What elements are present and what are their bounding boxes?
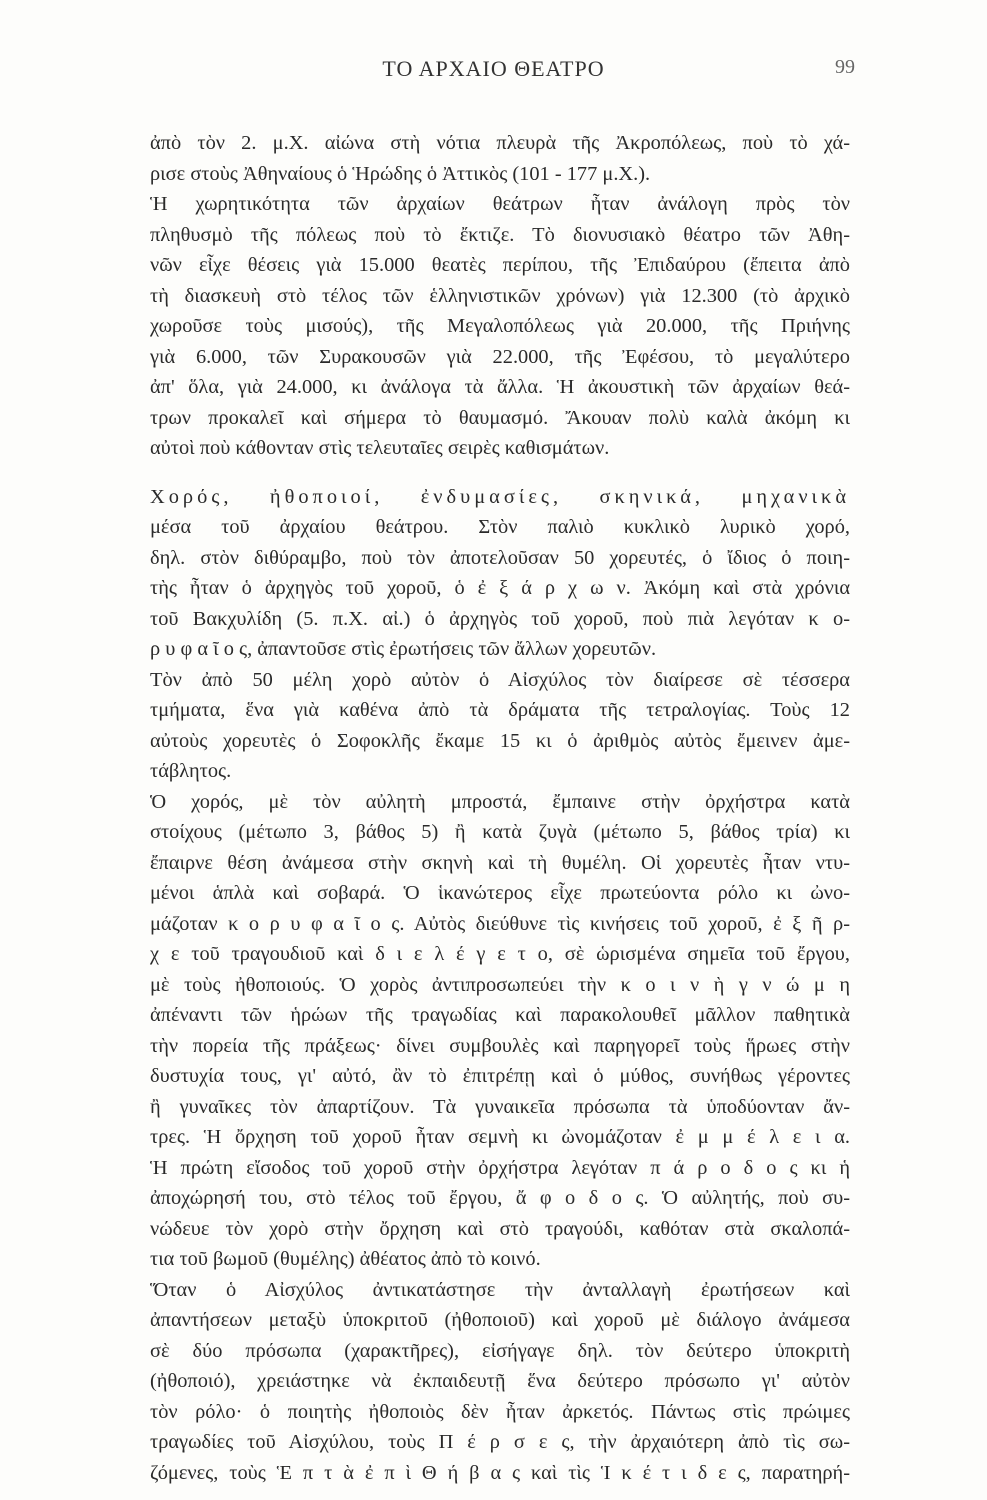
text-line: γιὰ 6.000, τῶν Συρακουσῶν γιὰ 22.000, τῆς Ἐφέσου, τὸ μεγαλύτερο — [150, 345, 850, 368]
text-line: τὴ διασκευὴ στὸ τέλος τῶν ἑλληνιστικῶν χρόνων) γιὰ 12.300 (τὸ ἀρχικὸ — [150, 284, 850, 307]
page-number: 99 — [835, 56, 855, 78]
text-line: ρ υ φ α ῖ ο ς, ἀπαντοῦσε στὶς ἐρωτήσεις τῶν ἄλλων χορευτῶν. — [150, 638, 657, 660]
text-line: ἀποχώρησή του, στὸ τέλος τοῦ ἔργου, ἄ φ ο δ ο ς. Ὁ αὐλητής, ποὺ συ- — [150, 1187, 850, 1209]
text-line: ἀπ' ὅλα, γιὰ 24.000, κι ἀνάλογα τὰ ἄλλα. Ἡ ἀκουστικὴ τῶν ἀρχαίων θεά- — [150, 376, 850, 398]
text-line: σὲ δύο πρόσωπα (χαρακτῆρες), εἰσήγαγε δηλ. τὸν δεύτερο ὑποκριτὴ — [150, 1339, 850, 1362]
text-line: Ὅταν ὁ Αἰσχύλος ἀντικατάστησε τὴν ἀνταλλαγὴ ἐρωτήσεων καὶ — [150, 1278, 850, 1301]
text-line: Ἡ πρώτη εἴσοδος τοῦ χοροῦ στὴν ὀρχήστρα λεγόταν π ά ρ ο δ ο ς κι ἡ — [150, 1156, 850, 1179]
body-text — [150, 128, 850, 1488]
text-line: ἔπαιρνε θέση ἀνάμεσα στὴν σκηνὴ καὶ τὴ θυμέλη. Οἱ χορευτὲς ἦταν ντυ- — [150, 851, 850, 874]
text-line: δυστυχία τους, γι' αὐτό, ἂν τὸ ἐπιτρέπῃ καὶ ὁ μύθος, συνήθως γέροντες — [150, 1065, 850, 1087]
text-line: ρισε στοὺς Ἀθηναίους ὁ Ἡρώδης ὁ Ἀττικὸς (101 - 177 μ.Χ.). — [150, 162, 651, 185]
text-line: τραγωδίες τοῦ Αἰσχύλου, τοὺς Π έ ρ σ ε ς, τὴν ἀρχαιότερη ἀπὸ τὶς σω- — [150, 1431, 850, 1453]
text-line: χ ε τοῦ τραγουδιοῦ καὶ δ ι ε λ έ γ ε τ ο, σὲ ὡρισμένα σημεῖα τοῦ ἔργου, — [150, 943, 850, 965]
text-line: δηλ. στὸν διθύραμβο, ποὺ τὸν ἀποτελοῦσαν 50 χορευτές, ὁ ἴδιος ὁ ποιη- — [150, 546, 850, 569]
text-line: ἀπέναντι τῶν ἡρώων τῆς τραγωδίας καὶ παρακολουθεῖ μᾶλλον παθητικὰ — [150, 1004, 850, 1026]
text-line: πληθυσμὸ τῆς πόλεως ποὺ τὸ ἔκτιζε. Τὸ διονυσιακὸ θέατρο τῶν Ἀθη- — [150, 223, 850, 246]
text-line: ἀπὸ τὸν 2. μ.Χ. αἰώνα στὴ νότια πλευρὰ τῆς Ἀκροπόλεως, ποὺ τὸ χά- — [150, 132, 850, 154]
text-line: Τὸν ἀπὸ 50 μέλη χορὸ αὐτὸν ὁ Αἰσχύλος τὸν διαίρεσε σὲ τέσσερα — [150, 668, 850, 691]
text-line: νῶν εἶχε θέσεις γιὰ 15.000 θεατὲς περίπου, τῆς Ἐπιδαύρου (ἔπειτα ἀπὸ — [150, 254, 850, 276]
text-line: ἢ γυναῖκες τὸν ἀπαρτίζουν. Τὰ γυναικεῖα πρόσωπα τὰ ὑποδύονταν ἄν- — [150, 1095, 850, 1118]
text-line: τὸν ρόλο· ὁ ποιητὴς ἠθοποιὸς δὲν ἦταν ἀρκετός. Πάντως στὶς πρώιμες — [150, 1400, 850, 1423]
text-line: μένοι ἁπλὰ καὶ σοβαρά. Ὁ ἱκανώτερος εἶχε πρωτεύοντα ρόλο κι ὠνο- — [150, 882, 850, 904]
text-line: τμήματα, ἕνα γιὰ καθένα ἀπὸ τὰ δράματα τῆς τετραλογίας. Τοὺς 12 — [150, 699, 850, 721]
text-line: τοῦ Βακχυλίδη (5. π.Χ. αἰ.) ὁ ἀρχηγὸς τοῦ χοροῦ, ποὺ πιὰ λεγόταν κ ο- — [150, 607, 850, 630]
text-line: τὴς ἦταν ὁ ἀρχηγὸς τοῦ χοροῦ, ὁ ἐ ξ ά ρ χ ω ν. Ἀκόμη καὶ στὰ χρόνια — [150, 577, 850, 599]
text-line: (ἠθοποιό), χρειάστηκε νὰ ἐκπαιδευτῇ ἕνα δεύτερο πρόσωπο γι' αὐτὸν — [150, 1370, 850, 1392]
text-line: τια τοῦ βωμοῦ (θυμέλης) ἀθέατος ἀπὸ τὸ κοινό. — [150, 1248, 541, 1270]
text-line: χωροῦσε τοὺς μισούς), τῆς Μεγαλοπόλεως γιὰ 20.000, τῆς Πριήνης — [150, 315, 850, 337]
text-line: Ἡ χωρητικότητα τῶν ἀρχαίων θεάτρων ἦταν ἀνάλογη πρὸς τὸν — [150, 193, 850, 215]
text-line: νώδευε τὸν χορὸ στὴν ὄρχηση καὶ στὸ τραγούδι, καθόταν στὰ σκαλοπά- — [150, 1217, 850, 1240]
text-line: στοίχους (μέτωπο 3, βάθος 5) ἢ κατὰ ζυγὰ (μέτωπο 5, βάθος τρία) κι — [150, 821, 850, 843]
text-line: ζόμενες, τοὺς Ἑ π τ ὰ ἐ π ὶ Θ ή β α ς καὶ τὶς Ἱ κ έ τ ι δ ε ς, παρατηρή- — [150, 1461, 850, 1484]
text-line: μέσα τοῦ ἀρχαίου θεάτρου. Στὸν παλιὸ κυκλικὸ λυρικὸ χορό, — [150, 516, 850, 538]
running-head: ΤΟ ΑΡΧΑΙΟ ΘΕΑΤΡΟ — [382, 56, 605, 81]
text-line: Χορός, ἠθοποιοί, ἐνδυμασίες, σκηνικά, μηχανικὰ — [150, 485, 850, 508]
text-line: τρες. Ἡ ὄρχηση τοῦ χοροῦ ἦταν σεμνὴ κι ὠνομάζοταν ἐ μ μ έ λ ε ι α. — [150, 1126, 850, 1148]
text-line: τάβλητος. — [150, 760, 232, 782]
text-line: αὐτοὺς χορευτὲς ὁ Σοφοκλῆς ἔκαμε 15 κι ὁ ἀριθμὸς αὐτὸς ἔμεινεν ἀμε- — [150, 729, 850, 752]
text-line: μὲ τοὺς ἠθοποιούς. Ὁ χορὸς ἀντιπροσωπεύει τὴν κ ο ι ν ὴ γ ν ώ μ η — [150, 973, 850, 996]
text-line: τρων προκαλεῖ καὶ σήμερα τὸ θαυμασμό. Ἄκουαν πολὺ καλὰ ἀκόμη κι — [150, 406, 850, 429]
text-line: μάζοταν κ ο ρ υ φ α ῖ ο ς. Αὐτὸς διεύθυνε τὶς κινήσεις τοῦ χοροῦ, ἐ ξ ῆ ρ- — [150, 912, 850, 935]
text-line: ἀπαντήσεων μεταξὺ ὑποκριτοῦ (ἠθοποιοῦ) καὶ χοροῦ μὲ διάλογο ἀνάμεσα — [150, 1309, 850, 1331]
text-line: τὴν πορεία τῆς πράξεως· δίνει συμβουλὲς καὶ παρηγορεῖ τοὺς ἥρωες στὴν — [150, 1034, 850, 1057]
text-line: αὐτοὶ ποὺ κάθονταν στὶς τελευταῖες σειρὲς καθισμάτων. — [150, 437, 610, 459]
text-line: Ὁ χορός, μὲ τὸν αὐλητὴ μπροστά, ἔμπαινε στὴν ὀρχήστρα κατὰ — [150, 790, 850, 813]
